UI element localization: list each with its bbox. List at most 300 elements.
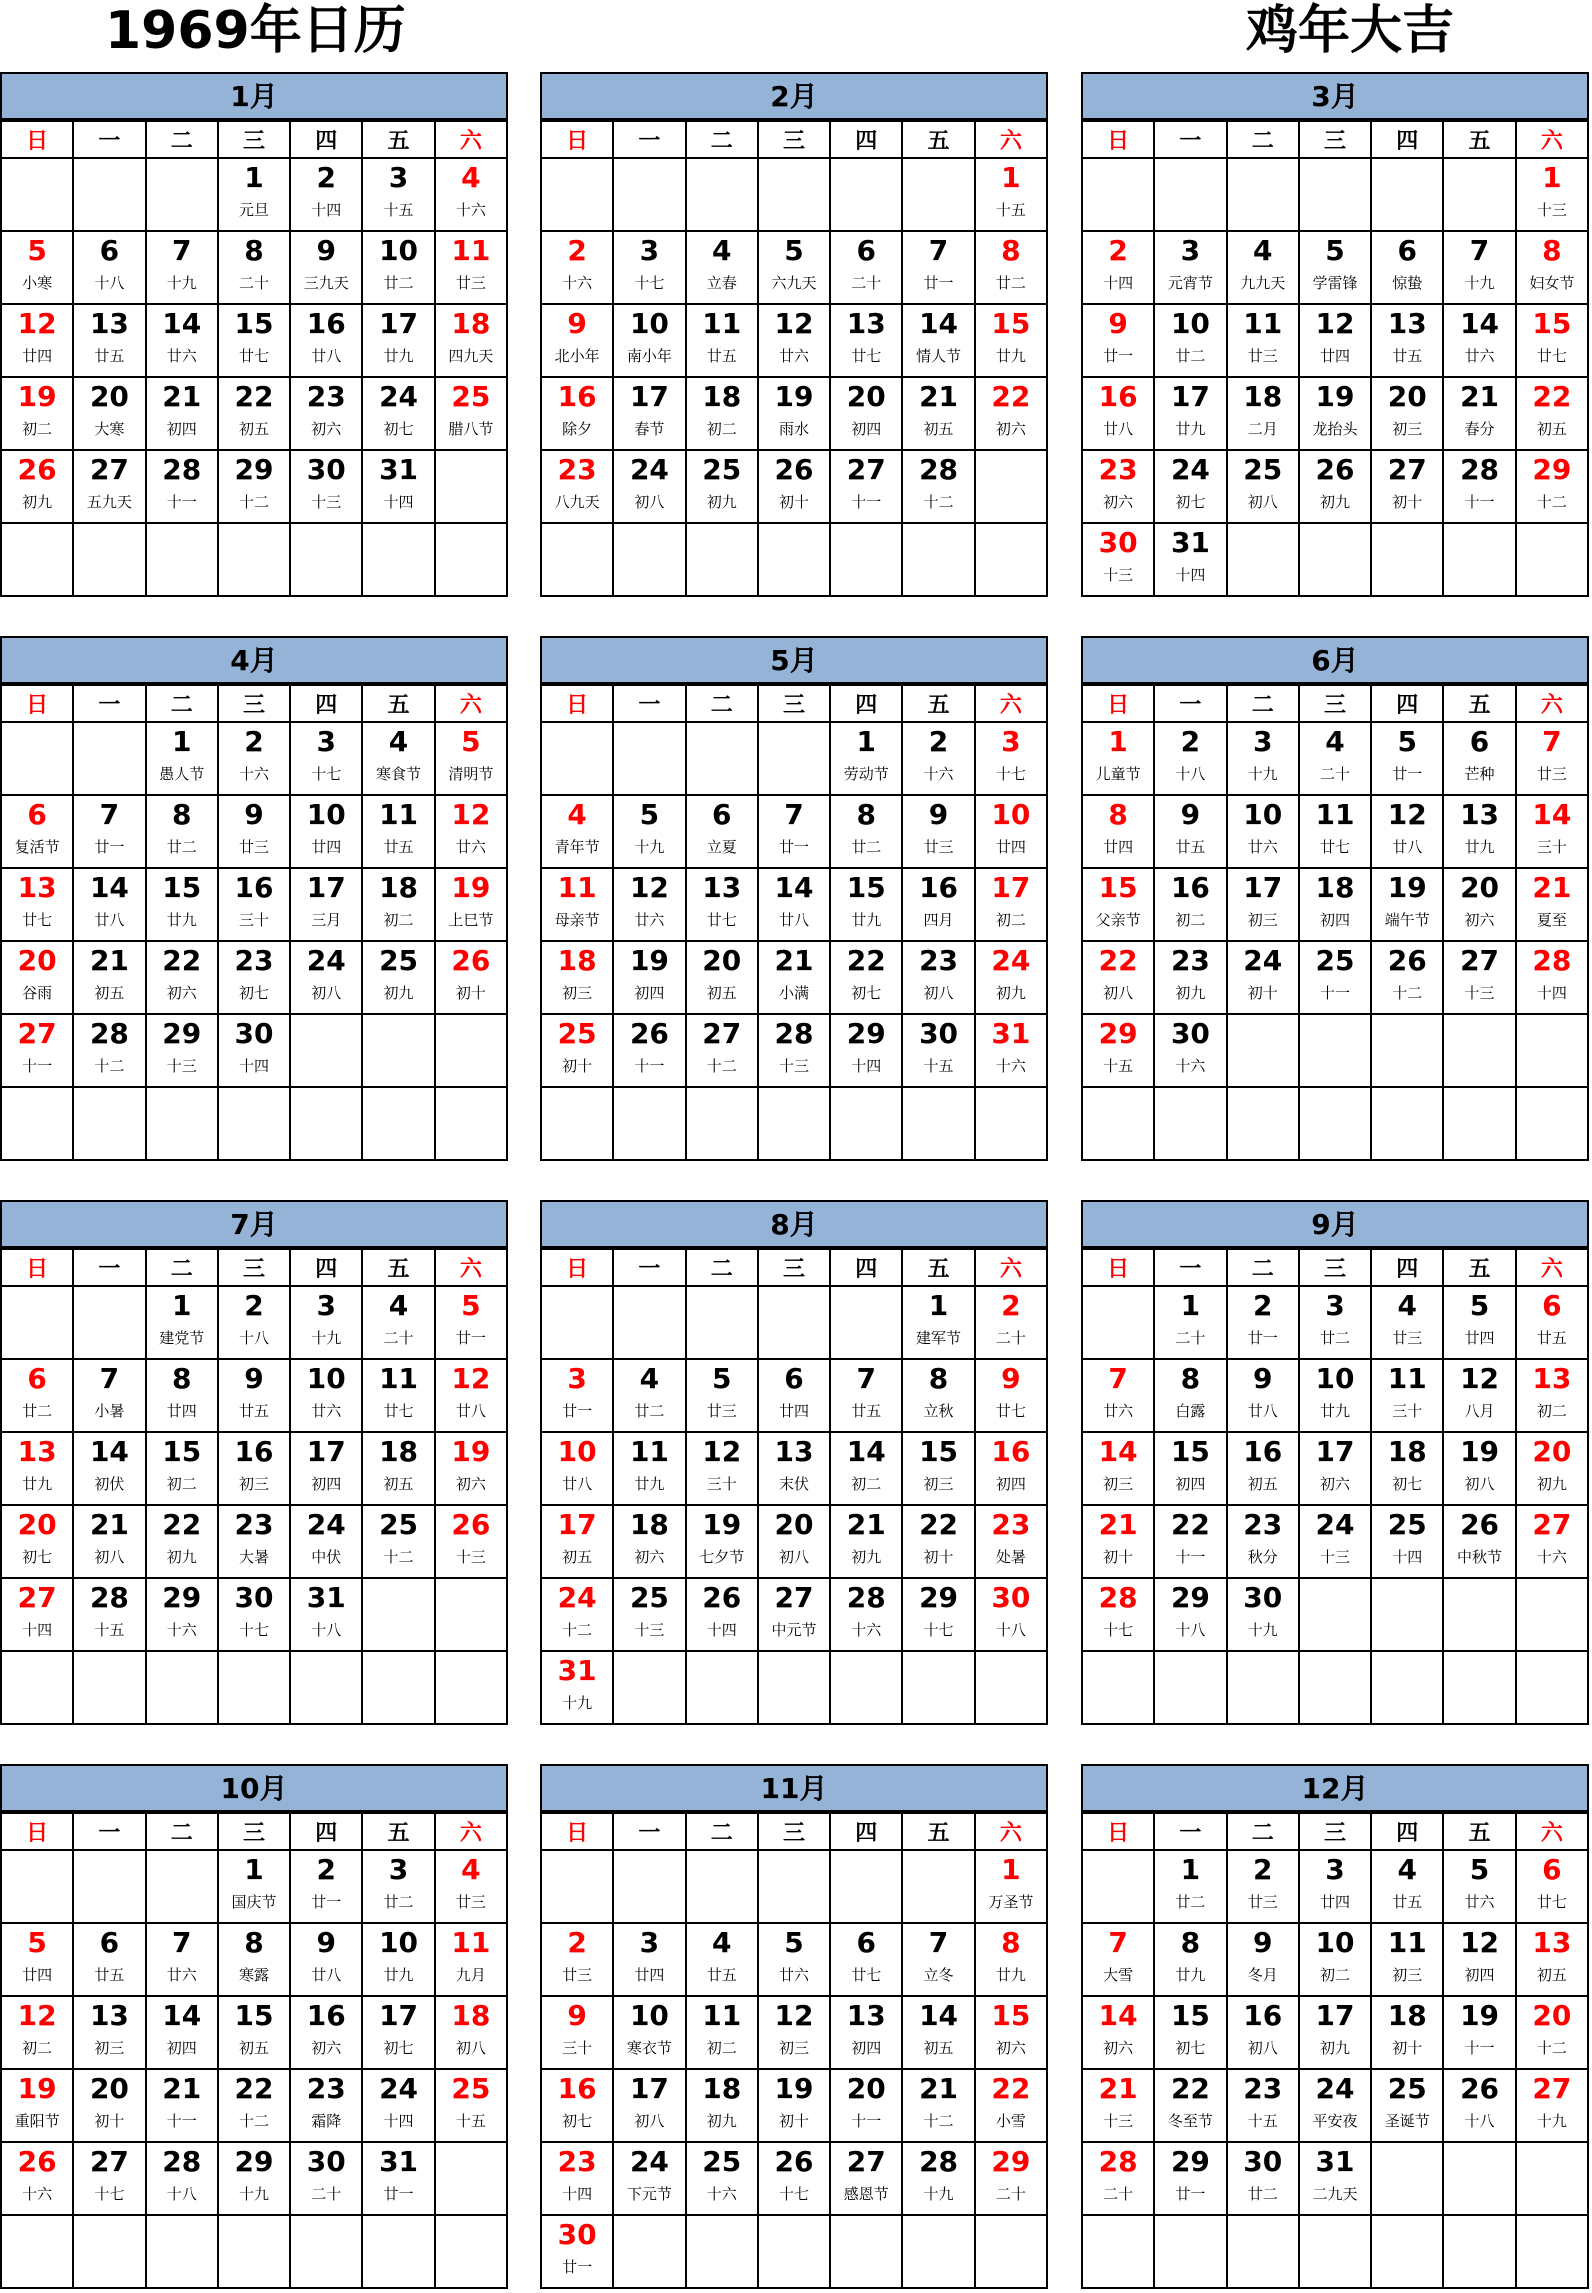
day-cell[interactable] xyxy=(1082,450,1154,523)
day-cell[interactable] xyxy=(218,1923,290,1996)
day-cell[interactable] xyxy=(1,795,73,868)
day-cell[interactable] xyxy=(1443,1923,1515,1996)
day-cell[interactable] xyxy=(1154,1505,1226,1578)
day-cell[interactable] xyxy=(1299,450,1371,523)
day-cell[interactable] xyxy=(290,2069,362,2142)
day-cell[interactable] xyxy=(686,795,758,868)
day-cell[interactable] xyxy=(902,2069,974,2142)
day-cell[interactable] xyxy=(290,1432,362,1505)
day-cell[interactable] xyxy=(830,1014,902,1087)
day-cell[interactable] xyxy=(613,795,685,868)
day-cell[interactable] xyxy=(758,2069,830,2142)
day-cell[interactable] xyxy=(1082,795,1154,868)
day-cell[interactable] xyxy=(1227,377,1299,450)
day-cell[interactable] xyxy=(758,450,830,523)
day-cell[interactable] xyxy=(1154,795,1226,868)
day-cell[interactable] xyxy=(758,795,830,868)
day-cell[interactable] xyxy=(362,231,434,304)
day-cell[interactable] xyxy=(1443,231,1515,304)
day-cell[interactable] xyxy=(146,1996,218,2069)
day-cell[interactable] xyxy=(73,795,145,868)
day-cell[interactable] xyxy=(758,1505,830,1578)
day-cell[interactable] xyxy=(1154,868,1226,941)
day-cell[interactable] xyxy=(541,1651,613,1724)
day-cell[interactable] xyxy=(613,2142,685,2215)
day-cell[interactable] xyxy=(1227,450,1299,523)
day-cell[interactable] xyxy=(1082,2069,1154,2142)
day-cell[interactable] xyxy=(73,304,145,377)
day-cell[interactable] xyxy=(1227,1923,1299,1996)
day-cell[interactable] xyxy=(1154,2142,1226,2215)
day-cell[interactable] xyxy=(290,1359,362,1432)
day-cell[interactable] xyxy=(1154,1014,1226,1087)
day-cell[interactable] xyxy=(1516,1432,1588,1505)
day-cell[interactable] xyxy=(73,231,145,304)
day-cell[interactable] xyxy=(1154,1432,1226,1505)
day-cell[interactable] xyxy=(541,868,613,941)
day-cell[interactable] xyxy=(1082,1578,1154,1651)
day-cell[interactable] xyxy=(146,377,218,450)
day-cell[interactable] xyxy=(1082,377,1154,450)
day-cell[interactable] xyxy=(73,450,145,523)
day-cell[interactable] xyxy=(1227,2069,1299,2142)
day-cell[interactable] xyxy=(362,868,434,941)
day-cell[interactable] xyxy=(613,2069,685,2142)
day-cell[interactable] xyxy=(218,1505,290,1578)
day-cell[interactable] xyxy=(435,1286,507,1359)
day-cell[interactable] xyxy=(1371,1923,1443,1996)
day-cell[interactable] xyxy=(1371,231,1443,304)
day-cell[interactable] xyxy=(218,450,290,523)
day-cell[interactable] xyxy=(146,1923,218,1996)
day-cell[interactable] xyxy=(1371,1432,1443,1505)
day-cell[interactable] xyxy=(1443,2069,1515,2142)
day-cell[interactable] xyxy=(146,304,218,377)
day-cell[interactable] xyxy=(146,1432,218,1505)
day-cell[interactable] xyxy=(830,1432,902,1505)
day-cell[interactable] xyxy=(1516,450,1588,523)
day-cell[interactable] xyxy=(218,1359,290,1432)
day-cell[interactable] xyxy=(1443,304,1515,377)
day-cell[interactable] xyxy=(1154,1359,1226,1432)
day-cell[interactable] xyxy=(758,1432,830,1505)
day-cell[interactable] xyxy=(362,1359,434,1432)
day-cell[interactable] xyxy=(975,1578,1047,1651)
day-cell[interactable] xyxy=(290,2142,362,2215)
day-cell[interactable] xyxy=(1154,304,1226,377)
day-cell[interactable] xyxy=(435,304,507,377)
day-cell[interactable] xyxy=(1371,1359,1443,1432)
day-cell[interactable] xyxy=(830,2069,902,2142)
day-cell[interactable] xyxy=(218,868,290,941)
day-cell[interactable] xyxy=(146,795,218,868)
day-cell[interactable] xyxy=(1516,795,1588,868)
day-cell[interactable] xyxy=(1516,868,1588,941)
day-cell[interactable] xyxy=(1227,1359,1299,1432)
day-cell[interactable] xyxy=(830,231,902,304)
day-cell[interactable] xyxy=(613,1996,685,2069)
day-cell[interactable] xyxy=(975,1923,1047,1996)
day-cell[interactable] xyxy=(1516,941,1588,1014)
day-cell[interactable] xyxy=(613,377,685,450)
day-cell[interactable] xyxy=(902,1505,974,1578)
day-cell[interactable] xyxy=(362,2069,434,2142)
day-cell[interactable] xyxy=(541,941,613,1014)
day-cell[interactable] xyxy=(1299,1359,1371,1432)
day-cell[interactable] xyxy=(975,1432,1047,1505)
day-cell[interactable] xyxy=(902,1014,974,1087)
day-cell[interactable] xyxy=(1371,941,1443,1014)
day-cell[interactable] xyxy=(1154,1923,1226,1996)
day-cell[interactable] xyxy=(1516,1505,1588,1578)
day-cell[interactable] xyxy=(1154,523,1226,596)
day-cell[interactable] xyxy=(758,868,830,941)
day-cell[interactable] xyxy=(1371,1850,1443,1923)
day-cell[interactable] xyxy=(73,1014,145,1087)
day-cell[interactable] xyxy=(1,377,73,450)
day-cell[interactable] xyxy=(686,1359,758,1432)
day-cell[interactable] xyxy=(830,1359,902,1432)
day-cell[interactable] xyxy=(1,231,73,304)
day-cell[interactable] xyxy=(1299,1505,1371,1578)
day-cell[interactable] xyxy=(1516,1286,1588,1359)
day-cell[interactable] xyxy=(1516,158,1588,231)
day-cell[interactable] xyxy=(758,1996,830,2069)
day-cell[interactable] xyxy=(1082,1996,1154,2069)
day-cell[interactable] xyxy=(218,231,290,304)
day-cell[interactable] xyxy=(1,2142,73,2215)
day-cell[interactable] xyxy=(1082,1359,1154,1432)
day-cell[interactable] xyxy=(1443,450,1515,523)
day-cell[interactable] xyxy=(1516,1359,1588,1432)
day-cell[interactable] xyxy=(290,1505,362,1578)
day-cell[interactable] xyxy=(975,795,1047,868)
day-cell[interactable] xyxy=(435,1996,507,2069)
day-cell[interactable] xyxy=(1,1432,73,1505)
day-cell[interactable] xyxy=(73,941,145,1014)
day-cell[interactable] xyxy=(1371,1286,1443,1359)
day-cell[interactable] xyxy=(1082,523,1154,596)
day-cell[interactable] xyxy=(290,377,362,450)
day-cell[interactable] xyxy=(1,450,73,523)
day-cell[interactable] xyxy=(73,2142,145,2215)
day-cell[interactable] xyxy=(1299,231,1371,304)
day-cell[interactable] xyxy=(146,2142,218,2215)
day-cell[interactable] xyxy=(1299,1850,1371,1923)
day-cell[interactable] xyxy=(1,304,73,377)
day-cell[interactable] xyxy=(541,1578,613,1651)
day-cell[interactable] xyxy=(541,1923,613,1996)
day-cell[interactable] xyxy=(1154,1286,1226,1359)
day-cell[interactable] xyxy=(435,1850,507,1923)
day-cell[interactable] xyxy=(218,941,290,1014)
day-cell[interactable] xyxy=(218,722,290,795)
day-cell[interactable] xyxy=(73,1578,145,1651)
day-cell[interactable] xyxy=(218,1996,290,2069)
day-cell[interactable] xyxy=(613,1578,685,1651)
day-cell[interactable] xyxy=(1082,231,1154,304)
day-cell[interactable] xyxy=(1371,450,1443,523)
day-cell[interactable] xyxy=(1516,1923,1588,1996)
day-cell[interactable] xyxy=(218,1578,290,1651)
day-cell[interactable] xyxy=(830,304,902,377)
day-cell[interactable] xyxy=(541,2215,613,2288)
day-cell[interactable] xyxy=(146,1505,218,1578)
day-cell[interactable] xyxy=(73,1432,145,1505)
day-cell[interactable] xyxy=(975,1014,1047,1087)
day-cell[interactable] xyxy=(541,1432,613,1505)
day-cell[interactable] xyxy=(146,231,218,304)
day-cell[interactable] xyxy=(1371,1505,1443,1578)
day-cell[interactable] xyxy=(435,231,507,304)
day-cell[interactable] xyxy=(1443,1359,1515,1432)
day-cell[interactable] xyxy=(613,231,685,304)
day-cell[interactable] xyxy=(613,304,685,377)
day-cell[interactable] xyxy=(830,2142,902,2215)
day-cell[interactable] xyxy=(830,1505,902,1578)
day-cell[interactable] xyxy=(902,2142,974,2215)
day-cell[interactable] xyxy=(758,1923,830,1996)
day-cell[interactable] xyxy=(146,2069,218,2142)
day-cell[interactable] xyxy=(902,304,974,377)
day-cell[interactable] xyxy=(758,1578,830,1651)
day-cell[interactable] xyxy=(1443,1286,1515,1359)
day-cell[interactable] xyxy=(218,795,290,868)
day-cell[interactable] xyxy=(1227,231,1299,304)
day-cell[interactable] xyxy=(1227,1996,1299,2069)
day-cell[interactable] xyxy=(290,1286,362,1359)
day-cell[interactable] xyxy=(218,377,290,450)
day-cell[interactable] xyxy=(73,377,145,450)
day-cell[interactable] xyxy=(1371,868,1443,941)
day-cell[interactable] xyxy=(902,1996,974,2069)
day-cell[interactable] xyxy=(686,304,758,377)
day-cell[interactable] xyxy=(1516,1850,1588,1923)
day-cell[interactable] xyxy=(830,450,902,523)
day-cell[interactable] xyxy=(1082,941,1154,1014)
day-cell[interactable] xyxy=(1443,722,1515,795)
day-cell[interactable] xyxy=(902,941,974,1014)
day-cell[interactable] xyxy=(146,1578,218,1651)
day-cell[interactable] xyxy=(902,722,974,795)
day-cell[interactable] xyxy=(541,1505,613,1578)
day-cell[interactable] xyxy=(758,941,830,1014)
day-cell[interactable] xyxy=(902,1923,974,1996)
day-cell[interactable] xyxy=(362,795,434,868)
day-cell[interactable] xyxy=(1227,795,1299,868)
day-cell[interactable] xyxy=(686,1578,758,1651)
day-cell[interactable] xyxy=(1443,377,1515,450)
day-cell[interactable] xyxy=(902,795,974,868)
day-cell[interactable] xyxy=(975,1996,1047,2069)
day-cell[interactable] xyxy=(435,1359,507,1432)
day-cell[interactable] xyxy=(686,450,758,523)
day-cell[interactable] xyxy=(435,1923,507,1996)
day-cell[interactable] xyxy=(362,377,434,450)
day-cell[interactable] xyxy=(1443,795,1515,868)
day-cell[interactable] xyxy=(362,158,434,231)
day-cell[interactable] xyxy=(1,868,73,941)
day-cell[interactable] xyxy=(73,1359,145,1432)
day-cell[interactable] xyxy=(902,377,974,450)
day-cell[interactable] xyxy=(1227,1286,1299,1359)
day-cell[interactable] xyxy=(758,1014,830,1087)
day-cell[interactable] xyxy=(218,2142,290,2215)
day-cell[interactable] xyxy=(758,231,830,304)
day-cell[interactable] xyxy=(435,941,507,1014)
day-cell[interactable] xyxy=(435,722,507,795)
day-cell[interactable] xyxy=(146,450,218,523)
day-cell[interactable] xyxy=(218,1014,290,1087)
day-cell[interactable] xyxy=(686,1432,758,1505)
day-cell[interactable] xyxy=(1154,377,1226,450)
day-cell[interactable] xyxy=(1154,1996,1226,2069)
day-cell[interactable] xyxy=(613,1505,685,1578)
day-cell[interactable] xyxy=(541,795,613,868)
day-cell[interactable] xyxy=(613,868,685,941)
day-cell[interactable] xyxy=(1516,722,1588,795)
day-cell[interactable] xyxy=(902,1359,974,1432)
day-cell[interactable] xyxy=(975,941,1047,1014)
day-cell[interactable] xyxy=(902,868,974,941)
day-cell[interactable] xyxy=(541,1014,613,1087)
day-cell[interactable] xyxy=(1227,1432,1299,1505)
day-cell[interactable] xyxy=(902,1578,974,1651)
day-cell[interactable] xyxy=(146,941,218,1014)
day-cell[interactable] xyxy=(435,158,507,231)
day-cell[interactable] xyxy=(1227,868,1299,941)
day-cell[interactable] xyxy=(1,1923,73,1996)
day-cell[interactable] xyxy=(290,795,362,868)
day-cell[interactable] xyxy=(613,1359,685,1432)
day-cell[interactable] xyxy=(758,2142,830,2215)
day-cell[interactable] xyxy=(1227,722,1299,795)
day-cell[interactable] xyxy=(73,1996,145,2069)
day-cell[interactable] xyxy=(290,450,362,523)
day-cell[interactable] xyxy=(686,377,758,450)
day-cell[interactable] xyxy=(1154,450,1226,523)
day-cell[interactable] xyxy=(1,2069,73,2142)
day-cell[interactable] xyxy=(1154,941,1226,1014)
day-cell[interactable] xyxy=(1227,304,1299,377)
day-cell[interactable] xyxy=(146,1286,218,1359)
day-cell[interactable] xyxy=(686,1014,758,1087)
day-cell[interactable] xyxy=(541,1996,613,2069)
day-cell[interactable] xyxy=(290,304,362,377)
day-cell[interactable] xyxy=(1516,377,1588,450)
day-cell[interactable] xyxy=(975,231,1047,304)
day-cell[interactable] xyxy=(73,868,145,941)
day-cell[interactable] xyxy=(218,1432,290,1505)
day-cell[interactable] xyxy=(902,450,974,523)
day-cell[interactable] xyxy=(218,2069,290,2142)
day-cell[interactable] xyxy=(1082,1923,1154,1996)
day-cell[interactable] xyxy=(362,1286,434,1359)
day-cell[interactable] xyxy=(1082,2142,1154,2215)
day-cell[interactable] xyxy=(362,450,434,523)
day-cell[interactable] xyxy=(975,1850,1047,1923)
day-cell[interactable] xyxy=(362,1850,434,1923)
day-cell[interactable] xyxy=(290,1923,362,1996)
day-cell[interactable] xyxy=(541,377,613,450)
day-cell[interactable] xyxy=(1371,377,1443,450)
day-cell[interactable] xyxy=(146,722,218,795)
day-cell[interactable] xyxy=(1227,1505,1299,1578)
day-cell[interactable] xyxy=(1371,795,1443,868)
day-cell[interactable] xyxy=(362,2142,434,2215)
day-cell[interactable] xyxy=(1299,1286,1371,1359)
day-cell[interactable] xyxy=(362,304,434,377)
day-cell[interactable] xyxy=(1082,304,1154,377)
day-cell[interactable] xyxy=(1443,1996,1515,2069)
day-cell[interactable] xyxy=(290,1996,362,2069)
day-cell[interactable] xyxy=(975,1286,1047,1359)
day-cell[interactable] xyxy=(830,868,902,941)
day-cell[interactable] xyxy=(686,1505,758,1578)
day-cell[interactable] xyxy=(1154,2069,1226,2142)
day-cell[interactable] xyxy=(975,377,1047,450)
day-cell[interactable] xyxy=(1227,1578,1299,1651)
day-cell[interactable] xyxy=(613,1014,685,1087)
day-cell[interactable] xyxy=(1516,304,1588,377)
day-cell[interactable] xyxy=(1227,2142,1299,2215)
day-cell[interactable] xyxy=(758,1359,830,1432)
day-cell[interactable] xyxy=(541,450,613,523)
day-cell[interactable] xyxy=(1,941,73,1014)
day-cell[interactable] xyxy=(362,722,434,795)
day-cell[interactable] xyxy=(435,795,507,868)
day-cell[interactable] xyxy=(1371,2069,1443,2142)
day-cell[interactable] xyxy=(686,2142,758,2215)
day-cell[interactable] xyxy=(830,1578,902,1651)
day-cell[interactable] xyxy=(975,1359,1047,1432)
day-cell[interactable] xyxy=(1,1996,73,2069)
day-cell[interactable] xyxy=(1,1359,73,1432)
day-cell[interactable] xyxy=(902,231,974,304)
day-cell[interactable] xyxy=(362,1505,434,1578)
day-cell[interactable] xyxy=(1082,722,1154,795)
day-cell[interactable] xyxy=(1371,1996,1443,2069)
day-cell[interactable] xyxy=(290,1578,362,1651)
day-cell[interactable] xyxy=(1299,304,1371,377)
day-cell[interactable] xyxy=(541,2142,613,2215)
day-cell[interactable] xyxy=(541,1359,613,1432)
day-cell[interactable] xyxy=(1299,722,1371,795)
day-cell[interactable] xyxy=(362,1996,434,2069)
day-cell[interactable] xyxy=(1443,1505,1515,1578)
day-cell[interactable] xyxy=(1299,377,1371,450)
day-cell[interactable] xyxy=(73,1923,145,1996)
day-cell[interactable] xyxy=(1443,941,1515,1014)
day-cell[interactable] xyxy=(362,941,434,1014)
day-cell[interactable] xyxy=(613,1923,685,1996)
day-cell[interactable] xyxy=(613,450,685,523)
day-cell[interactable] xyxy=(1371,304,1443,377)
day-cell[interactable] xyxy=(1516,1996,1588,2069)
day-cell[interactable] xyxy=(1443,1850,1515,1923)
day-cell[interactable] xyxy=(1516,2069,1588,2142)
day-cell[interactable] xyxy=(1299,2069,1371,2142)
day-cell[interactable] xyxy=(1082,1432,1154,1505)
day-cell[interactable] xyxy=(435,377,507,450)
day-cell[interactable] xyxy=(975,158,1047,231)
day-cell[interactable] xyxy=(218,1850,290,1923)
day-cell[interactable] xyxy=(1082,868,1154,941)
day-cell[interactable] xyxy=(686,231,758,304)
day-cell[interactable] xyxy=(686,941,758,1014)
day-cell[interactable] xyxy=(975,304,1047,377)
day-cell[interactable] xyxy=(435,1505,507,1578)
